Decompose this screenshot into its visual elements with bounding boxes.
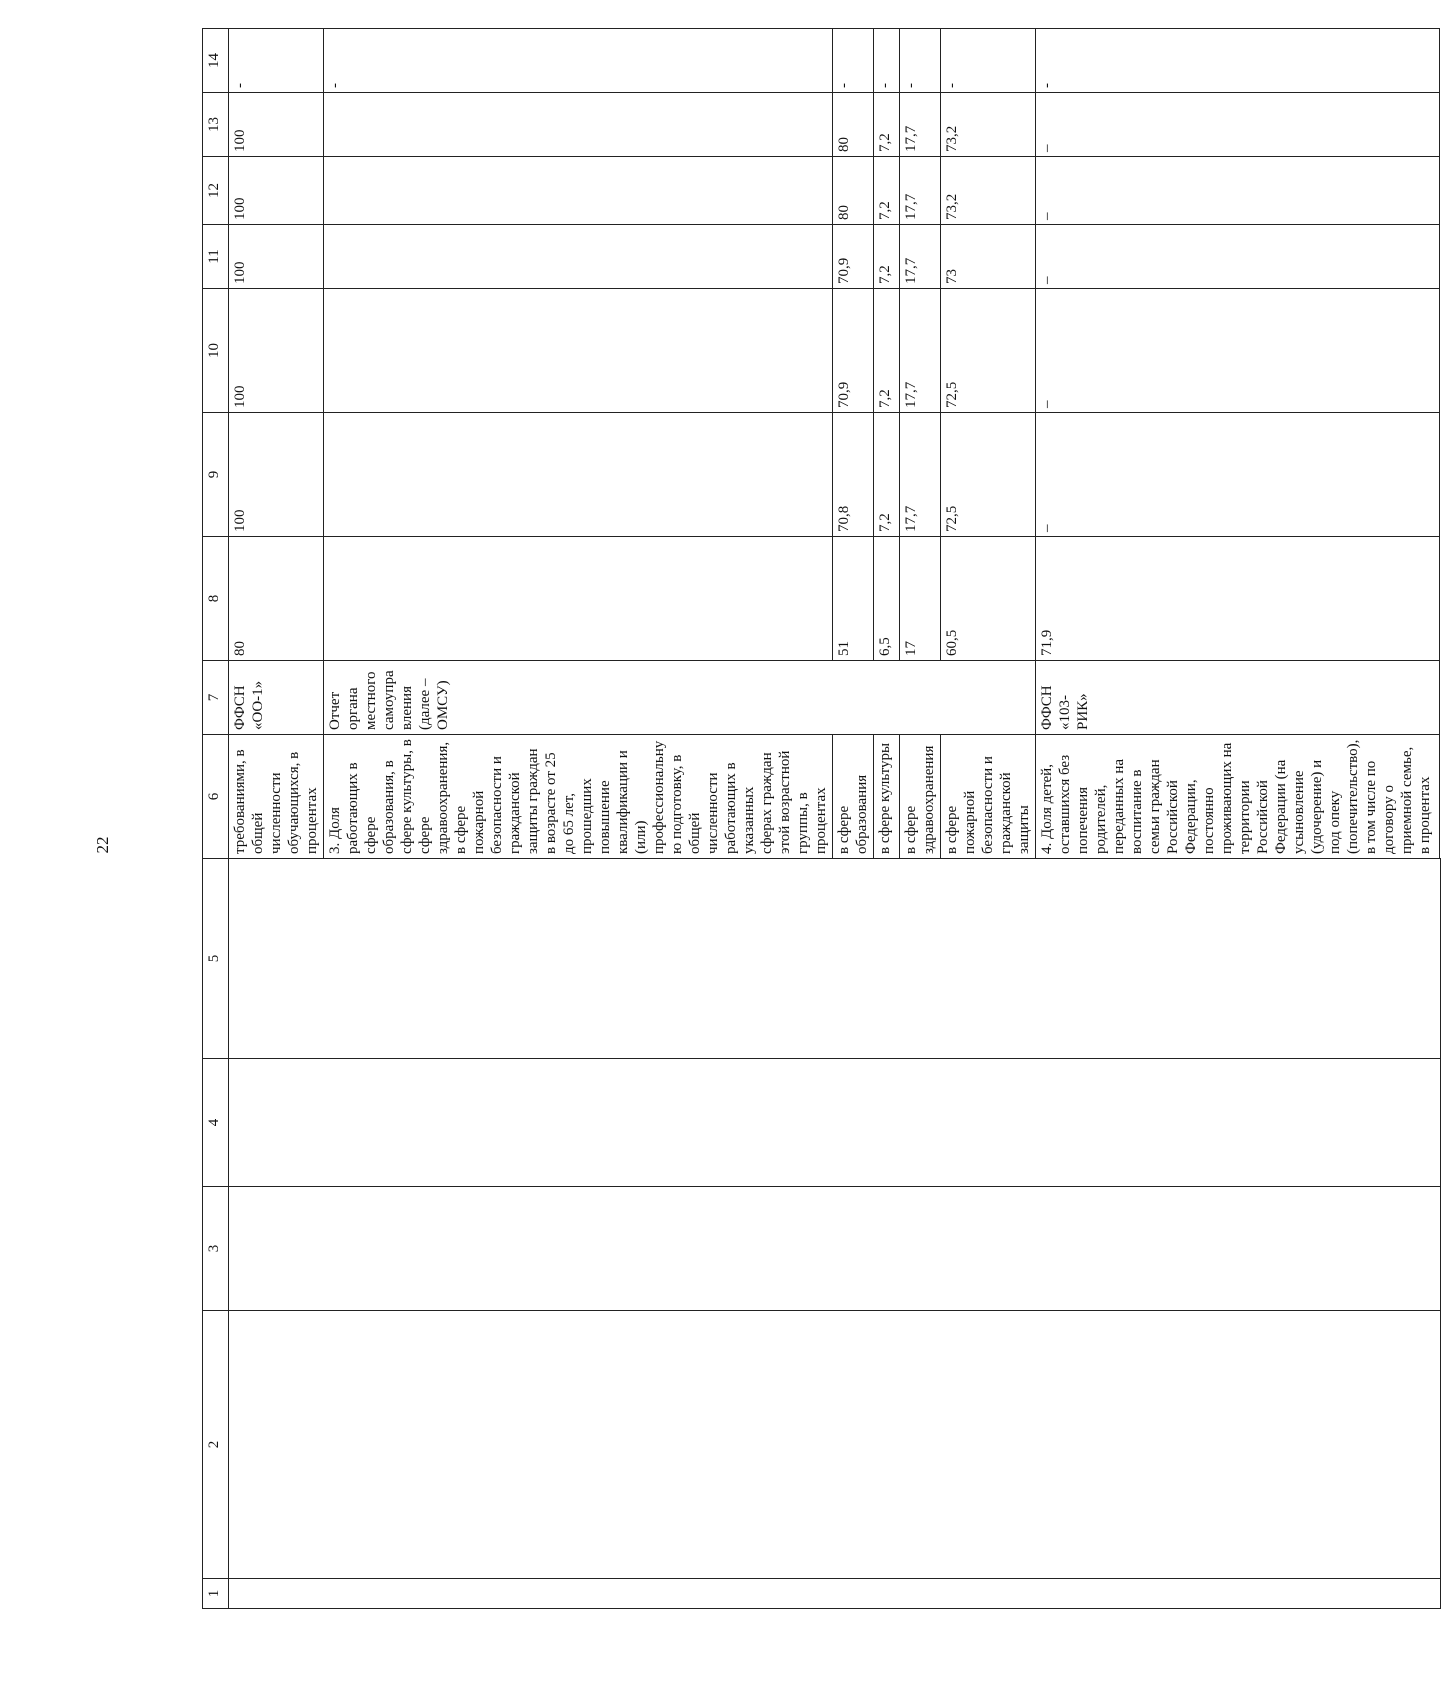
sub-indicator-text: в сфере пожарной безопасности и гражданской защиты: [941, 735, 1036, 859]
value-cell: 73,2: [941, 157, 1036, 225]
value-cell: -: [833, 29, 874, 93]
value-cell: –: [1036, 289, 1440, 413]
header-col-4: 4: [203, 1059, 229, 1187]
value-cell: –: [1036, 93, 1440, 157]
cell-col-3: [229, 1187, 1441, 1311]
value-cell: 71,9: [1036, 537, 1440, 661]
empty-cell: [324, 289, 833, 413]
header-col-7: 7: [203, 661, 229, 735]
sub-indicator-text: в сфере образования: [833, 735, 874, 859]
value-cell: 80: [229, 537, 324, 661]
header-col-12: 12: [203, 157, 229, 225]
value-cell: 7,2: [874, 93, 900, 157]
value-cell: 6,5: [874, 537, 900, 661]
value-cell: 73,2: [941, 93, 1036, 157]
empty-cell: [324, 537, 833, 661]
value-cell: 80: [833, 157, 874, 225]
value-cell: 7,2: [874, 157, 900, 225]
header-col-13: 13: [203, 93, 229, 157]
header-row: [203, 29, 229, 1609]
value-cell: 100: [229, 413, 324, 537]
value-cell: 73: [941, 225, 1036, 289]
header-col-5: 5: [203, 859, 229, 1059]
value-cell: 60,5: [941, 537, 1036, 661]
empty-cell: [324, 93, 833, 157]
data-source: ФФСН «ОО-1»: [229, 661, 324, 735]
header-col-6: 6: [203, 735, 229, 859]
value-cell: 17,7: [900, 225, 941, 289]
value-cell: 17,7: [900, 289, 941, 413]
header-col-1: 1: [203, 1579, 229, 1609]
cell-col-2: [229, 1311, 1441, 1579]
value-cell: -: [324, 29, 833, 93]
header-col-10: 10: [203, 289, 229, 413]
value-cell: 17: [900, 537, 941, 661]
value-cell: –: [1036, 157, 1440, 225]
table-row: [229, 29, 324, 1609]
value-cell: 7,2: [874, 413, 900, 537]
indicator-text: 4. Доля детей, оставшихся без попечения родителей, переданных на воспитание в семьи граждан Российской Федерации, постоянно проживающих на территории Российской Федерации (на усыновление (удочерение) и под опеку (попечительство), в том числе по договору о приемной семье, в процентах: [1036, 735, 1440, 859]
value-cell: 7,2: [874, 225, 900, 289]
value-cell: 100: [229, 225, 324, 289]
value-cell: -: [874, 29, 900, 93]
empty-cell: [324, 413, 833, 537]
header-col-3: 3: [203, 1187, 229, 1311]
value-cell: 100: [229, 93, 324, 157]
value-cell: 70,9: [833, 225, 874, 289]
cell-col-4: [229, 1059, 1441, 1187]
data-source: ФФСН «103-РИК»: [1036, 661, 1440, 735]
value-cell: -: [1036, 29, 1440, 93]
value-cell: 80: [833, 93, 874, 157]
indicators-table: [202, 28, 1441, 1609]
value-cell: –: [1036, 225, 1440, 289]
page-number: 22: [93, 836, 112, 854]
data-source: Отчет органа местного самоуправления (далее – ОМСУ): [324, 661, 1036, 735]
header-col-2: 2: [203, 1311, 229, 1579]
header-col-11: 11: [203, 225, 229, 289]
header-col-8: 8: [203, 537, 229, 661]
header-col-9: 9: [203, 413, 229, 537]
value-cell: 70,8: [833, 413, 874, 537]
sub-indicator-text: в сфере здравоохранения: [900, 735, 941, 859]
rotated-table-container: [202, 49, 1433, 1609]
cell-col-1: [229, 1579, 1441, 1609]
indicator-text: 3. Доля работающих в сфере образования, в сфере культуры, в сфере здравоохранения, в сфере пожарной безопасности и гражданской защиты граждан в возрасте от 25 до 65 лет, прошедших повышение квалификации и (или) профессиональную подготовку, в общей численности работающих в указанных сферах граждан этой возрастной группы, в процентах: [324, 735, 833, 859]
value-cell: 7,2: [874, 289, 900, 413]
value-cell: -: [229, 29, 324, 93]
value-cell: 51: [833, 537, 874, 661]
value-cell: -: [900, 29, 941, 93]
value-cell: 100: [229, 289, 324, 413]
value-cell: –: [1036, 413, 1440, 537]
value-cell: 72,5: [941, 289, 1036, 413]
spacer-cell: [1440, 29, 1441, 859]
value-cell: -: [941, 29, 1036, 93]
value-cell: 72,5: [941, 413, 1036, 537]
empty-cell: [324, 157, 833, 225]
value-cell: 100: [229, 157, 324, 225]
sub-indicator-text: в сфере культуры: [874, 735, 900, 859]
cell-col-5: [229, 859, 1441, 1059]
header-col-14: 14: [203, 29, 229, 93]
indicator-text: требованиями, в общей численности обучающихся, в процентах: [229, 735, 324, 859]
value-cell: 70,9: [833, 289, 874, 413]
value-cell: 17,7: [900, 93, 941, 157]
value-cell: 17,7: [900, 157, 941, 225]
value-cell: 17,7: [900, 413, 941, 537]
empty-cell: [324, 225, 833, 289]
